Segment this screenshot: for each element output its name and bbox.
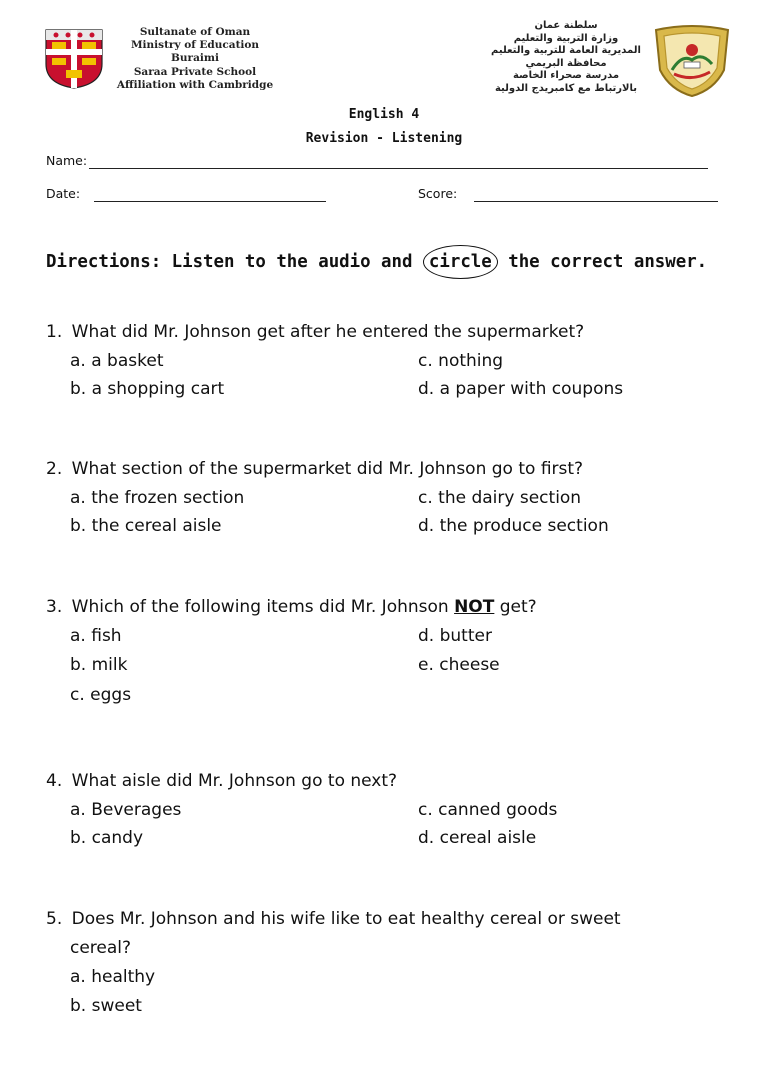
option-letter: a. [70,488,86,508]
option-letter: a. [70,351,86,371]
date-line[interactable] [94,201,326,202]
arabic-line-1: سلطنة عمان [534,20,598,31]
option-letter: d. [418,379,435,399]
option-letter: b. [70,996,87,1016]
option-2d[interactable] [418,516,609,536]
question-3 [46,597,537,617]
question-emphasis: NOT [454,597,495,617]
option-2c[interactable] [418,488,581,508]
question-4 [46,771,397,791]
option-letter: d. [418,828,435,848]
cambridge-crest-icon [44,28,104,90]
question-number: 1. [46,322,63,342]
option-letter: e. [418,655,434,675]
option-4c[interactable] [418,800,557,820]
option-letter: b. [70,516,87,536]
option-3a[interactable] [70,626,122,646]
question-text-before: Which of the following items did Mr. Johnson [71,597,455,617]
option-2a[interactable] [70,488,244,508]
option-text: candy [91,828,143,848]
course-title: English 4 [348,107,420,122]
question-text-after: get? [494,597,537,617]
question-number: 4. [46,771,63,791]
option-1b[interactable] [70,379,224,399]
option-text: sweet [91,996,142,1016]
question-text: What section of the supermarket did Mr. Johnson go to first? [71,459,584,479]
directions-after: the correct answer. [497,252,708,272]
english-school-header [110,26,280,92]
option-text: eggs [90,685,132,705]
option-3e[interactable] [418,655,500,675]
option-letter: b. [70,828,87,848]
option-text: the dairy section [438,488,582,508]
question-1 [46,322,584,342]
score-label: Score: [418,186,458,201]
option-letter: c. [70,685,85,705]
question-5 [46,909,621,929]
header-line-country: Sultanate of Oman [139,26,251,38]
arabic-line-2: وزارة التربية والتعليم [513,32,619,44]
option-letter: d. [418,516,435,536]
option-1c[interactable] [418,351,503,371]
option-3c[interactable] [70,685,131,705]
name-label: Name: [46,153,88,168]
option-text: cheese [439,655,500,675]
option-2b[interactable] [70,516,222,536]
option-1d[interactable] [418,379,623,399]
worksheet-subtitle: Revision - Listening [305,131,463,146]
option-4a[interactable] [70,800,181,820]
arabic-school-header [486,20,646,96]
question-5-continuation: cereal? [70,938,132,958]
arabic-line-5: مدرسة صحراء الخاصة [512,70,620,82]
header-line-ministry: Ministry of Education [130,39,260,52]
question-text-line1: Does Mr. Johnson and his wife like to eat healthy cereal or sweet [71,909,621,929]
question-number: 2. [46,459,63,479]
option-3b[interactable] [70,655,127,675]
option-text: healthy [91,967,156,987]
question-text: What aisle did Mr. Johnson go to next? [71,771,398,791]
option-5b[interactable] [70,996,142,1016]
arabic-line-3: المديرية العامة للتربية والتعليم [491,45,641,57]
option-text: nothing [438,351,504,371]
option-text: a basket [91,351,164,371]
option-text: the produce section [439,516,609,536]
option-letter: d. [418,626,435,646]
option-letter: b. [70,379,87,399]
option-5a[interactable] [70,967,155,987]
option-text: cereal aisle [439,828,537,848]
option-letter: a. [70,626,86,646]
option-letter: a. [70,800,86,820]
option-text: a paper with coupons [439,379,624,399]
circled-word: circle [423,245,498,279]
option-text: fish [91,626,122,646]
arabic-line-4: محافظة البريمي [525,57,607,69]
directions-before: Directions: Listen to the audio and [46,252,423,272]
option-letter: b. [70,655,87,675]
option-text: the frozen section [91,488,245,508]
question-number: 3. [46,597,63,617]
header-line-affiliation: Affiliation with Cambridge [116,78,274,91]
question-text: What did Mr. Johnson get after he entered the supermarket? [71,322,585,342]
date-label: Date: [46,186,81,201]
option-letter: a. [70,967,86,987]
option-text: milk [91,655,128,675]
option-letter: c. [418,351,433,371]
option-3d[interactable] [418,626,492,646]
header-line-region: Buraimi [171,52,219,65]
option-letter: c. [418,800,433,820]
option-text: canned goods [438,800,558,820]
question-number: 5. [46,909,63,929]
option-1a[interactable] [70,351,163,371]
arabic-line-6: بالارتباط مع كامبريدج الدولية [494,82,638,94]
name-line[interactable] [89,168,708,169]
option-text: butter [439,626,492,646]
option-text: a shopping cart [91,379,225,399]
option-4b[interactable] [70,828,143,848]
option-text: the cereal aisle [91,516,222,536]
option-letter: c. [418,488,433,508]
score-line[interactable] [474,201,718,202]
directions-text [46,252,707,272]
school-badge-icon [650,24,734,98]
option-4d[interactable] [418,828,536,848]
question-2 [46,459,583,479]
option-text: Beverages [91,800,182,820]
header-line-school: Saraa Private School [133,65,257,78]
